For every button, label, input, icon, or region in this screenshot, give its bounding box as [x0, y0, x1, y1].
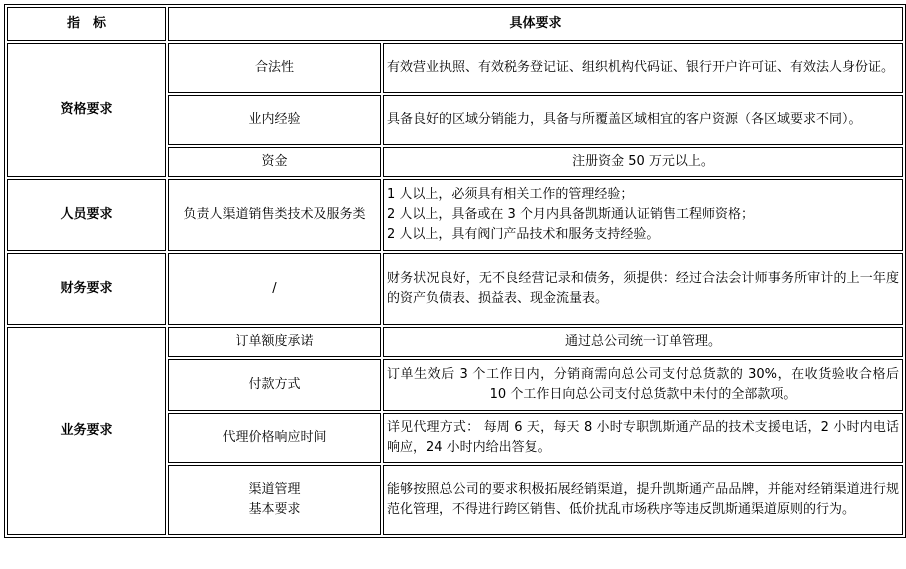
requirements-table: [4, 4, 906, 538]
sub-channel-line: 基本要求: [248, 502, 301, 517]
personnel-line: 1 人以上，必须具有相关工作的管理经验；: [387, 187, 634, 202]
sub-finance: /: [168, 253, 381, 325]
sub-response-time: 代理价格响应时间: [168, 413, 381, 463]
table-row: [7, 43, 903, 93]
table-row: [7, 327, 903, 357]
category-business: 业务要求: [7, 327, 166, 535]
desc-legality: 有效营业执照、有效税务登记证、组织机构代码证、银行开户许可证、有效法人身份证。: [383, 43, 903, 93]
desc-response-time: 详见代理方式： 每周 6 天，每天 8 小时专职凯斯通产品的技术支援电话，2 小时内电话响应，24 小时内给出答复。: [383, 413, 903, 463]
sub-experience: 业内经验: [168, 95, 381, 145]
personnel-line: 2 人以上，具有阀门产品技术和服务支持经验。: [387, 227, 660, 242]
sub-personnel: 负责人渠道销售类技术及服务类: [168, 179, 381, 251]
sub-legality: 合法性: [168, 43, 381, 93]
sub-payment: 付款方式: [168, 359, 381, 411]
sub-channel-management: [168, 465, 381, 535]
personnel-line: 2 人以上，具备或在 3 个月内具备凯斯通认证销售工程师资格；: [387, 207, 754, 222]
desc-experience: 具备良好的区域分销能力，具备与所覆盖区域相宜的客户资源（各区域要求不同）。: [383, 95, 903, 145]
category-qualification: 资格要求: [7, 43, 166, 177]
sub-channel-line: 渠道管理: [248, 482, 301, 497]
desc-personnel: [383, 179, 903, 251]
desc-finance: 财务状况良好，无不良经营记录和债务，须提供：经过合法会计师事务所审计的上一年度的资产负债表、损益表、现金流量表。: [383, 253, 903, 325]
category-finance: 财务要求: [7, 253, 166, 325]
table-row: [7, 179, 903, 251]
desc-channel-management: 能够按照总公司的要求积极拓展经销渠道，提升凯斯通产品品牌，并能对经销渠道进行规范化管理，不得进行跨区销售、低价扰乱市场秩序等违反凯斯通渠道原则的行为。: [383, 465, 903, 535]
header-row: [7, 7, 903, 41]
desc-order-commitment: 通过总公司统一订单管理。: [383, 327, 903, 357]
table-row: [7, 253, 903, 325]
sub-capital: 资金: [168, 147, 381, 177]
sub-order-commitment: 订单额度承诺: [168, 327, 381, 357]
category-personnel: 人员要求: [7, 179, 166, 251]
header-indicator: 指 标: [7, 7, 166, 41]
desc-capital: 注册资金 50 万元以上。: [383, 147, 903, 177]
desc-payment: 订单生效后 3 个工作日内，分销商需向总公司支付总货款的 30%，在收货验收合格后 10 个工作日向总公司支付总货款中未付的全部款项。: [383, 359, 903, 411]
header-requirement: 具体要求: [168, 7, 903, 41]
